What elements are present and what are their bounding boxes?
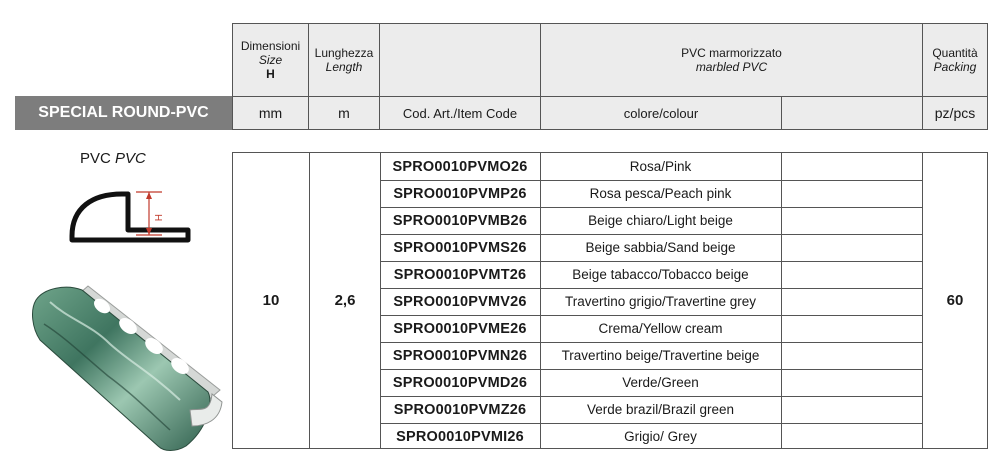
item-colour: Beige sabbia/Sand beige: [585, 240, 736, 255]
header-dimensions-h: H: [266, 67, 275, 81]
row-divider: [380, 315, 922, 316]
item-code: SPRO0010PVMZ26: [393, 401, 527, 418]
row-divider: [380, 369, 922, 370]
header-length: [308, 23, 379, 96]
item-colour: Verde brazil/Brazil green: [586, 402, 735, 417]
material-label-italic: PVC: [115, 150, 146, 167]
product-photo: [30, 280, 230, 455]
header-quantity-sub: Packing: [933, 60, 977, 74]
item-colour: Travertino grigio/Travertine grey: [564, 294, 757, 309]
material-label-text: PVC: [80, 150, 111, 167]
unit-code-text: Cod. Art./Item Code: [402, 105, 518, 121]
row-divider: [380, 180, 922, 181]
header-quantity-label: Quantità: [932, 46, 978, 60]
unit-blank: [781, 96, 922, 130]
item-code: SPRO0010PVMP26: [393, 185, 527, 202]
row-divider: [380, 207, 922, 208]
item-colour: Rosa/Pink: [629, 159, 692, 174]
header-code-blank: [379, 23, 540, 96]
item-colour: Verde/Green: [622, 375, 699, 390]
header-dimensions: [232, 23, 308, 96]
header-length-sub: Length: [325, 60, 363, 74]
unit-len: [308, 96, 379, 130]
header-material-label: PVC marmorizzato: [681, 46, 782, 60]
item-code: SPRO0010PVMD26: [392, 374, 528, 391]
item-code: SPRO0010PVMN26: [392, 347, 528, 364]
header-material: [540, 23, 922, 96]
header-dimensions-label: Dimensioni: [240, 39, 301, 53]
material-label: [80, 150, 146, 167]
length-value-text: 2,6: [334, 292, 356, 309]
item-colour: Travertino beige/Travertine beige: [561, 348, 760, 363]
item-colour: Crema/Yellow cream: [598, 321, 723, 336]
unit-colour-text: colore/colour: [623, 105, 699, 121]
product-table: [232, 152, 988, 449]
header-quantity: [922, 23, 988, 96]
header-length-label: Lunghezza: [314, 46, 374, 60]
item-code: SPRO0010PVMI26: [396, 428, 524, 445]
unit-colour: [540, 96, 781, 130]
header-material-sub: marbled PVC: [695, 60, 768, 74]
col-divider-4: [781, 153, 782, 448]
product-title: SPECIAL ROUND-PVC: [38, 104, 209, 121]
row-divider: [380, 423, 922, 424]
item-code: SPRO0010PVMT26: [393, 266, 527, 283]
unit-len-text: m: [338, 105, 350, 121]
item-colour: Beige chiaro/Light beige: [588, 213, 733, 228]
row-divider: [380, 342, 922, 343]
header-dimensions-sub: Size: [258, 53, 283, 67]
size-value: [233, 153, 309, 448]
item-code: SPRO0010PVMB26: [392, 212, 528, 229]
row-divider: [380, 396, 922, 397]
unit-code: [379, 96, 540, 130]
unit-qty-text: pz/pcs: [934, 105, 976, 121]
profile-dim-letter: H: [152, 214, 163, 222]
item-code: SPRO0010PVME26: [393, 320, 527, 337]
row-divider: [380, 261, 922, 262]
unit-dim-text: mm: [258, 105, 283, 121]
packing-value-text: 60: [946, 292, 964, 309]
size-value-text: 10: [262, 292, 280, 309]
item-code: SPRO0010PVMV26: [393, 293, 527, 310]
packing-value: [923, 153, 987, 448]
item-colour: Grigio/ Grey: [624, 429, 697, 444]
profile-section-drawing: [66, 186, 196, 246]
product-title-band: [15, 96, 232, 130]
unit-qty: [922, 96, 988, 130]
row-divider: [380, 288, 922, 289]
item-code: SPRO0010PVMO26: [392, 158, 528, 175]
item-colour: Beige tabacco/Tobacco beige: [572, 267, 749, 282]
unit-dim: [232, 96, 308, 130]
length-value: [310, 153, 380, 448]
row-divider: [380, 234, 922, 235]
item-code: SPRO0010PVMS26: [393, 239, 527, 256]
item-colour: Rosa pesca/Peach pink: [589, 186, 732, 201]
